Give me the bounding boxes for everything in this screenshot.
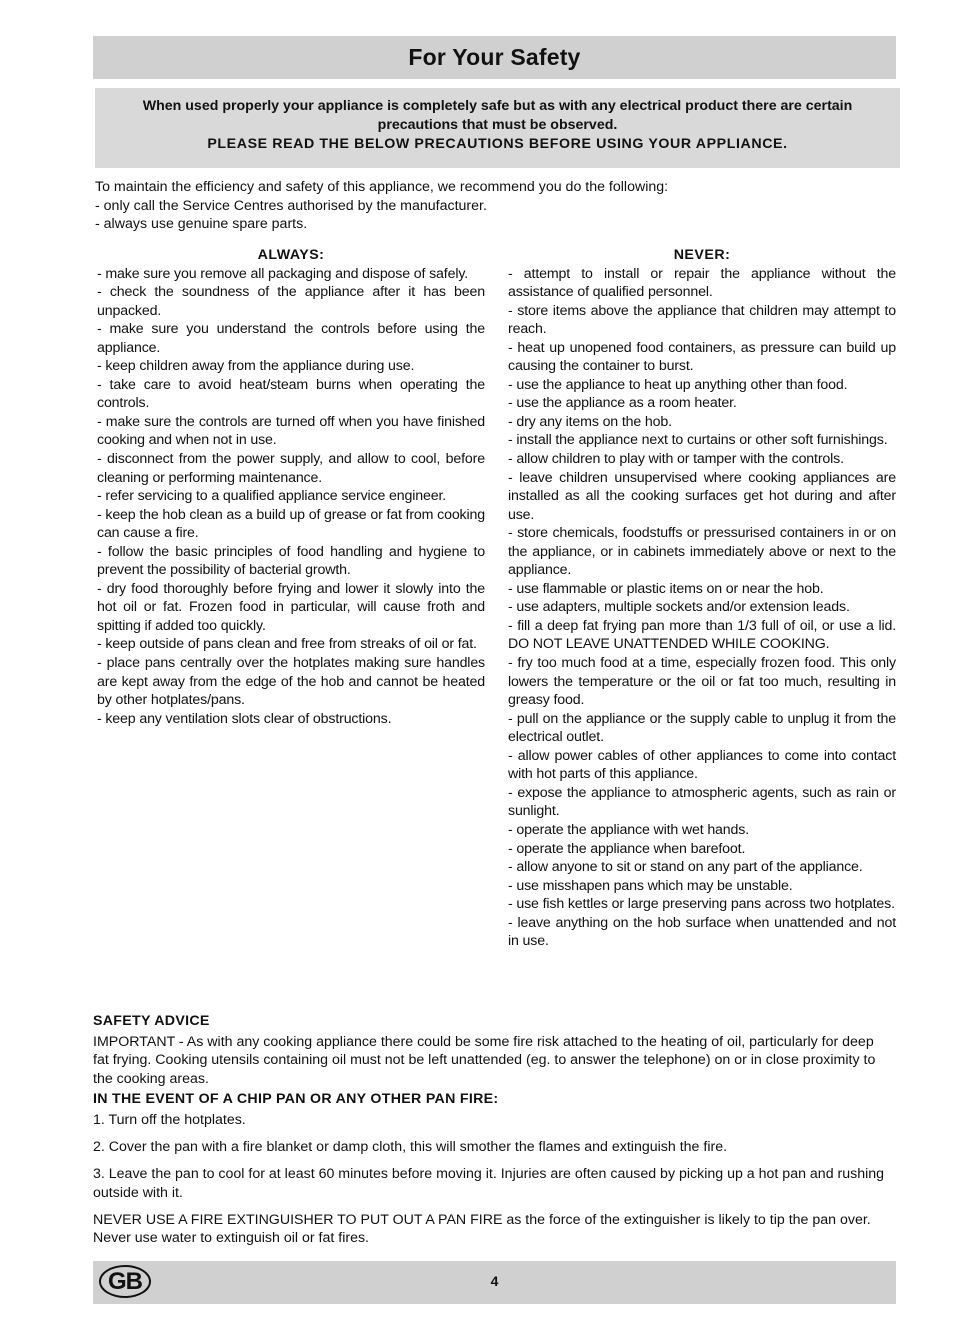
safety-advice-section bbox=[93, 1012, 893, 1248]
list-item: - attempt to install or repair the appliance without the assistance of qualified personnel. bbox=[508, 265, 896, 301]
important-paragraph: IMPORTANT - As with any cooking appliance there could be some fire risk attached to the heating of oil, particularly for deep fat frying. Cooking utensils containing oil must not be left unattended (eg. to answer the telephone) on or in close proximity to the cooking areas. bbox=[93, 1033, 876, 1087]
never-column bbox=[508, 246, 896, 951]
intro-section bbox=[95, 178, 895, 234]
list-item: - allow children to play with or tamper with the controls. bbox=[508, 451, 844, 468]
list-item: - allow anyone to sit or stand on any part of the appliance. bbox=[508, 859, 863, 876]
never-heading: NEVER: bbox=[673, 247, 731, 263]
list-item: - leave children unsupervised where cooking appliances are installed as all the cooking surfaces get hot during and after use. bbox=[508, 469, 896, 523]
list-item: - place pans centrally over the hotplates making sure handles are kept away from the edge of the hob and cannot be heated by other hotplates/pans. bbox=[97, 655, 485, 709]
list-item: - follow the basic principles of food handling and hygiene to prevent the possibility of bacterial growth. bbox=[97, 543, 485, 579]
list-item: - keep the hob clean as a build up of grease or fat from cooking can cause a fire. bbox=[97, 506, 485, 542]
list-item: - expose the appliance to atmospheric agents, such as rain or sunlight. bbox=[508, 784, 896, 820]
list-item: - take care to avoid heat/steam burns when operating the controls. bbox=[97, 376, 485, 412]
extinguisher-warning: NEVER USE A FIRE EXTINGUISHER TO PUT OUT A PAN FIRE as the force of the extinguisher is likely to tip the pan over. Never use water to extinguish oil or fat fires. bbox=[93, 1211, 871, 1247]
list-item: - refer servicing to a qualified appliance service engineer. bbox=[97, 488, 447, 505]
list-item: - use misshapen pans which may be unstable. bbox=[508, 877, 793, 894]
list-item: - heat up unopened food containers, as pressure can build up causing the container to burst. bbox=[508, 339, 896, 375]
list-item: - make sure you remove all packaging and dispose of safely. bbox=[97, 265, 468, 282]
list-item: - pull on the appliance or the supply cable to unplug it from the electrical outlet. bbox=[508, 710, 896, 746]
intro-line: - always use genuine spare parts. bbox=[95, 216, 308, 233]
page-number: 4 bbox=[490, 1273, 499, 1289]
list-item: - store chemicals, foodstuffs or pressurised containers in or on the appliance, or in cabinets immediately above or next to the appliance. bbox=[508, 525, 896, 579]
safety-advice-heading: SAFETY ADVICE bbox=[93, 1013, 210, 1029]
intro-line: To maintain the efficiency and safety of this appliance, we recommend you do the following: bbox=[95, 179, 669, 195]
list-item: - use the appliance as a room heater. bbox=[508, 395, 737, 412]
page-title: For Your Safety bbox=[408, 44, 581, 70]
list-item: - operate the appliance when barefoot. bbox=[508, 840, 746, 857]
list-item: - fill a deep fat frying pan more than 1/3 full of oil, or use a lid. DO NOT LEAVE UNATTENDED WHILE COOKING. bbox=[508, 617, 896, 653]
list-item: - use adapters, multiple sockets and/or extension leads. bbox=[508, 599, 850, 616]
list-item: - install the appliance next to curtains or other soft furnishings. bbox=[508, 432, 888, 449]
fire-step: 2. Cover the pan with a fire blanket or damp cloth, this will smother the flames and extinguish the fire. bbox=[93, 1139, 728, 1156]
footer-bar bbox=[93, 1261, 896, 1304]
warning-read-notice: PLEASE READ THE BELOW PRECAUTIONS BEFORE USING YOUR APPLIANCE. bbox=[207, 136, 788, 152]
list-item: - store items above the appliance that children may attempt to reach. bbox=[508, 302, 896, 338]
list-item: - disconnect from the power supply, and allow to cool, before cleaning or performing maintenance. bbox=[97, 451, 485, 486]
list-item: - make sure the controls are turned off when you have finished cooking and when not in use. bbox=[97, 413, 485, 449]
list-item: - make sure you understand the controls before using the appliance. bbox=[97, 321, 485, 356]
list-item: - use the appliance to heat up anything other than food. bbox=[508, 376, 848, 393]
list-item: - fry too much food at a time, especially frozen food. This only lowers the temperature or the oil or fat too much, resulting in greasy food. bbox=[508, 655, 896, 709]
list-item: - use fish kettles or large preserving pans across two hotplates. bbox=[508, 896, 895, 913]
list-item: - check the soundness of the appliance after it has been unpacked. bbox=[97, 284, 485, 319]
list-item: - operate the appliance with wet hands. bbox=[508, 821, 750, 838]
list-item: - leave anything on the hob surface when unattended and not in use. bbox=[508, 914, 896, 950]
warning-text: When used properly your appliance is completely safe but as with any electrical product there are certain precautions that must be observed. bbox=[142, 98, 853, 133]
intro-line: - only call the Service Centres authorised by the manufacturer. bbox=[95, 197, 487, 214]
warning-box bbox=[95, 88, 900, 168]
list-item: - allow power cables of other appliances to come into contact with hot parts of this appliance. bbox=[508, 747, 896, 783]
fire-step: 3. Leave the pan to cool for at least 60 minutes before moving it. Injuries are often caused by picking up a hot pan and rushing outside with it. bbox=[93, 1166, 885, 1201]
list-item: - keep outside of pans clean and free from streaks of oil or fat. bbox=[97, 636, 477, 653]
list-item: - keep any ventilation slots clear of obstructions. bbox=[97, 710, 392, 727]
always-heading: ALWAYS: bbox=[257, 247, 325, 263]
list-item: - dry any items on the hob. bbox=[508, 413, 672, 430]
fire-step: 1. Turn off the hotplates. bbox=[93, 1111, 246, 1128]
always-column bbox=[97, 246, 485, 728]
pan-fire-heading: IN THE EVENT OF A CHIP PAN OR ANY OTHER PAN FIRE: bbox=[93, 1091, 499, 1108]
country-badge: GB bbox=[99, 1265, 151, 1298]
list-item: - keep children away from the appliance during use. bbox=[97, 358, 415, 375]
title-bar bbox=[93, 36, 896, 79]
list-item: - use flammable or plastic items on or near the hob. bbox=[508, 580, 824, 597]
list-item: - dry food thoroughly before frying and lower it slowly into the hot oil or fat. Frozen food in particular, will cause froth and spitting if added too quickly. bbox=[97, 580, 485, 634]
